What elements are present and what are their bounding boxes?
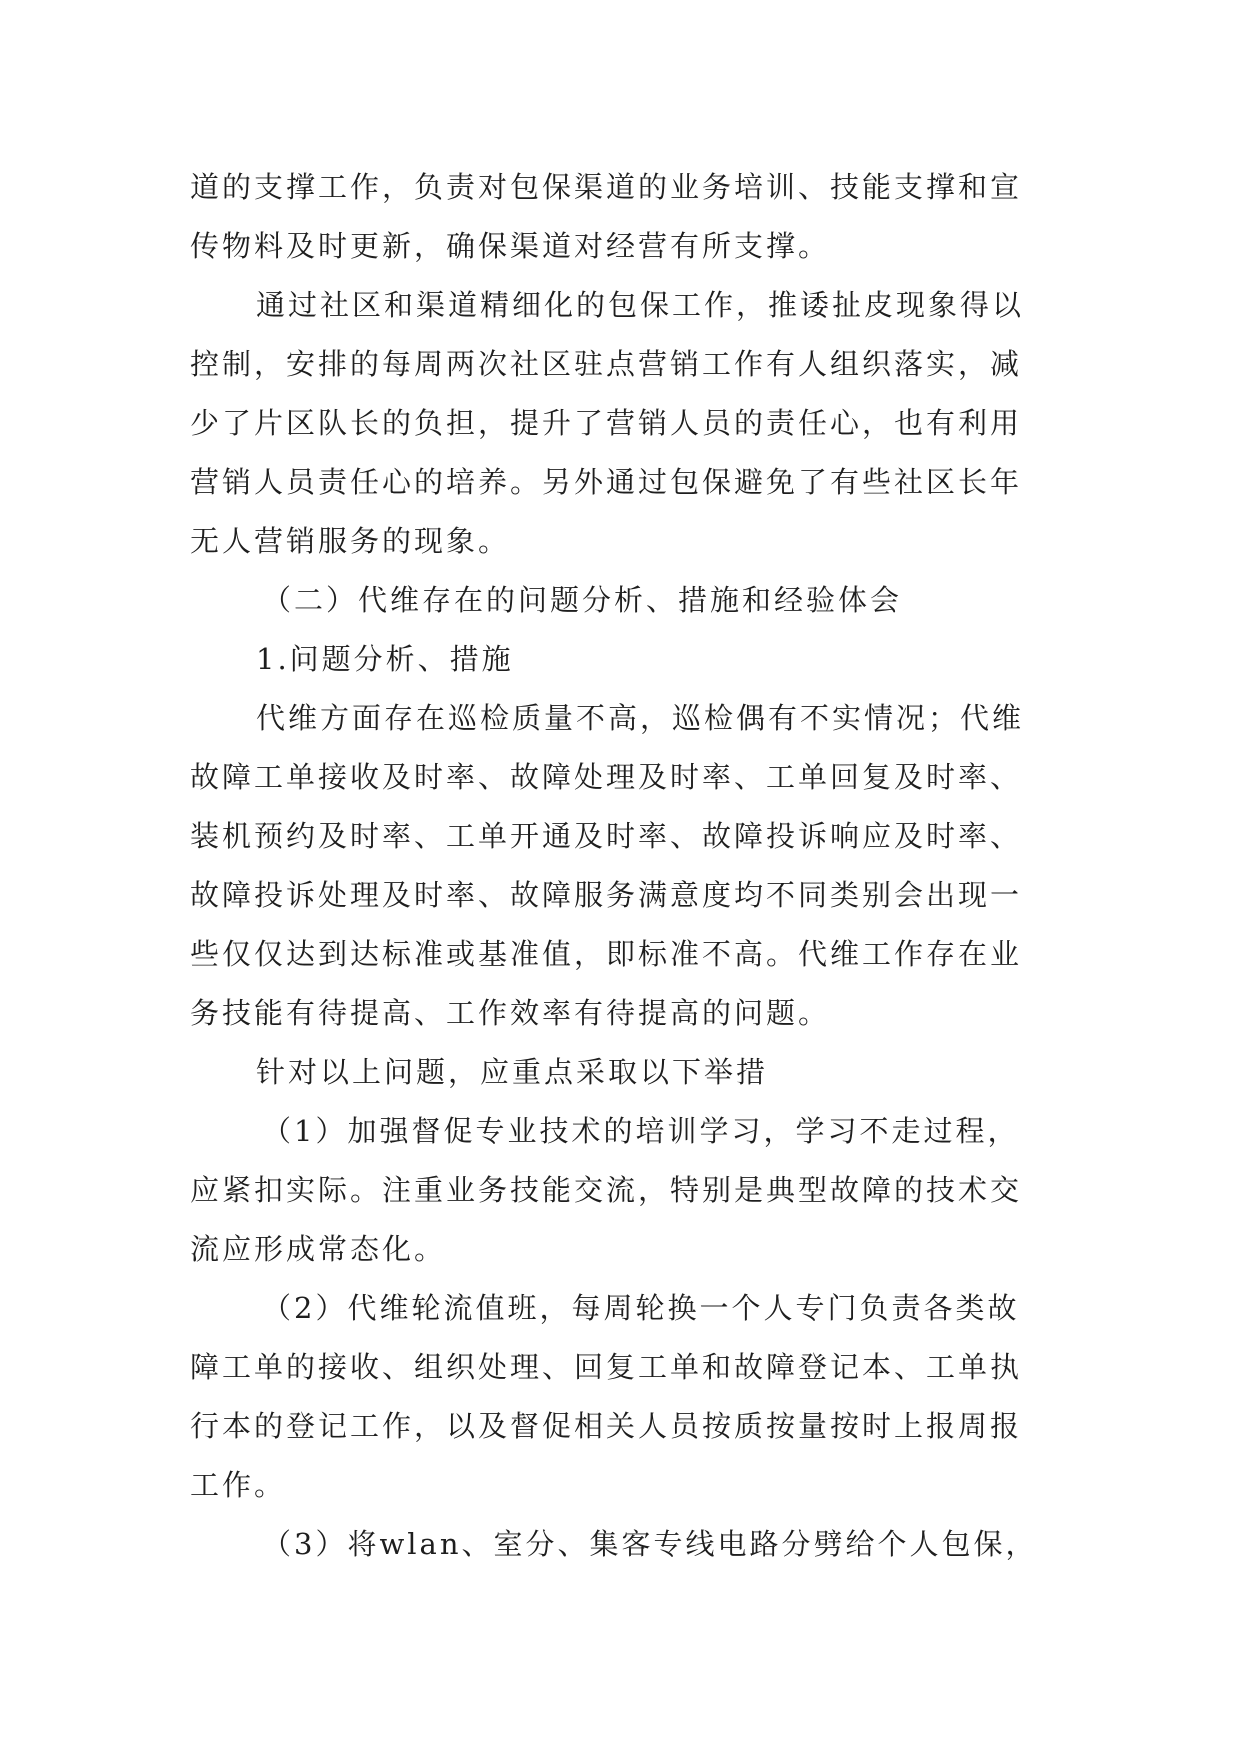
text-line: 少了片区队长的负担，提升了营销人员的责任心，也有利用 (190, 406, 1023, 440)
list-item-start: （2）代维轮流值班，每周轮换一个人专门负责各类故 (262, 1291, 1020, 1325)
text-line: 营销人员责任心的培养。另外通过包保避免了有些社区长年 (190, 465, 1023, 499)
text-line: 应紧扣实际。注重业务技能交流，特别是典型故障的技术交 (190, 1173, 1023, 1207)
document-body (190, 158, 1050, 1574)
paragraph-start: 针对以上问题，应重点采取以下举措 (256, 1055, 769, 1089)
text-line: 障工单的接收、组织处理、回复工单和故障登记本、工单执 (190, 1350, 1023, 1384)
text-line: 传物料及时更新，确保渠道对经营有所支撑。 (190, 229, 831, 263)
paragraph-start: 通过社区和渠道精细化的包保工作，推诿扯皮现象得以 (256, 288, 1025, 322)
section-heading: （二）代维存在的问题分析、措施和经验体会 (262, 583, 903, 617)
text-line: 控制，安排的每周两次社区驻点营销工作有人组织落实，减 (190, 347, 1023, 381)
text-line: 些仅仅达到达标准或基准值，即标准不高。代维工作存在业 (190, 937, 1023, 971)
text-line: 流应形成常态化。 (190, 1232, 447, 1266)
list-item-start: （3）将wlan、室分、集客专线电路分劈给个人包保， (262, 1527, 1038, 1561)
list-item-start: （1）加强督促专业技术的培训学习，学习不走过程， (262, 1114, 1020, 1148)
subsection-heading: 1.问题分析、措施 (256, 642, 514, 676)
text-line: 故障投诉处理及时率、故障服务满意度均不同类别会出现一 (190, 878, 1023, 912)
text-line: 工作。 (190, 1468, 287, 1502)
text-line: 装机预约及时率、工单开通及时率、故障投诉响应及时率、 (190, 819, 1023, 853)
text-line: 故障工单接收及时率、故障处理及时率、工单回复及时率、 (190, 760, 1023, 794)
paragraph-start: 代维方面存在巡检质量不高，巡检偶有不实情况；代维 (256, 701, 1025, 735)
text-line: 无人营销服务的现象。 (190, 524, 511, 558)
text-line: 道的支撑工作，负责对包保渠道的业务培训、技能支撑和宣 (190, 170, 1023, 204)
text-line: 行本的登记工作，以及督促相关人员按质按量按时上报周报 (190, 1409, 1023, 1443)
text-line: 务技能有待提高、工作效率有待提高的问题。 (190, 996, 831, 1030)
